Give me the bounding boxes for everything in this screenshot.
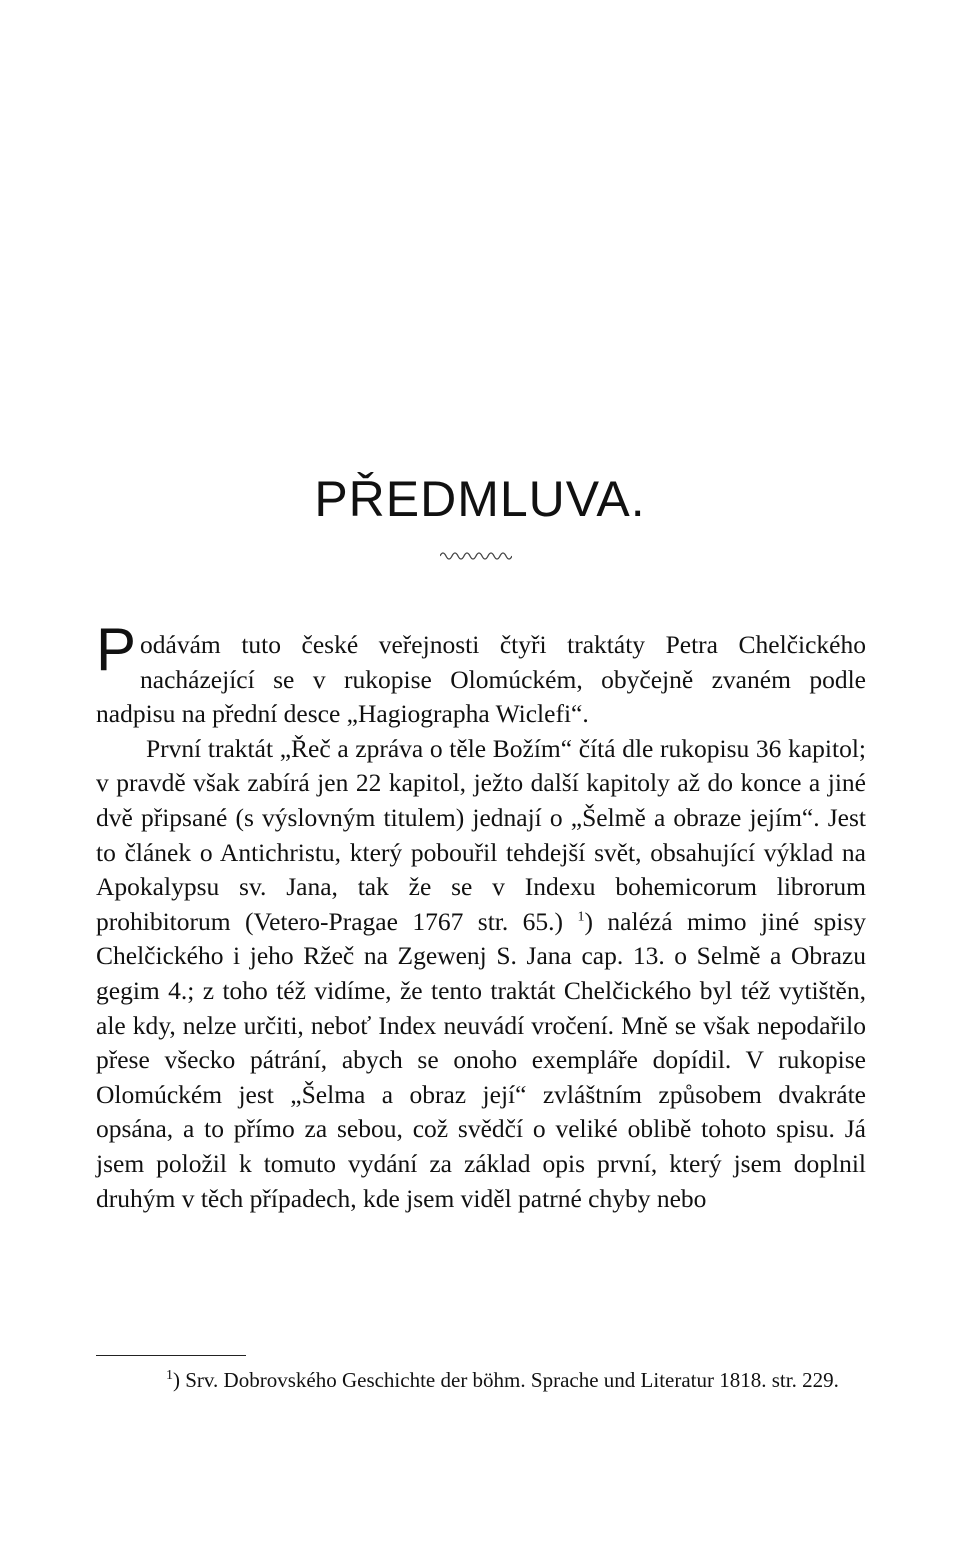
paragraph-2: [96, 732, 866, 1216]
paragraph-1: [96, 616, 866, 732]
footnote-divider: [96, 1355, 246, 1356]
footnote-mark: 1: [166, 1368, 173, 1383]
drop-cap: P: [96, 616, 137, 683]
wavy-ornament-icon: [440, 548, 512, 560]
paragraph-1-text: odávám tuto české veřejnosti čtyři traktáty Petra Chelčického nacházející se v rukopise Olomúckém, obyčejně zvaném podle nadpisu na přední desce „Hagiographa Wiclefi“.: [96, 630, 866, 729]
paragraph-2-text-start: První traktát „Řeč a zpráva o těle Božím“ čítá dle rukopisu 36 kapitol; v pravdě však zabírá jen 22 kapitol, ježto další kapitoly až do konce a jiné dvě připsané (s výslovným titulem) jednají o „Šelmě a obraze jejím“. Jest to článek o Antichristu, který pobouřil tehdejší svět, obsahující výklad na Apokalypsu sv. Jana, tak že se v Indexu bohemicorum librorum prohibitorum (Vetero-Pragae 1767 str. 65.): [96, 733, 866, 936]
footnote-reference: 1: [577, 909, 585, 925]
preface-text: [96, 616, 867, 1216]
page-title: PŘEDMLUVA.: [314, 471, 646, 527]
footnote: [96, 1364, 866, 1396]
footnote-text: ) Srv. Dobrovského Geschichte der böhm. Sprache und Literatur 1818. str. 229.: [173, 1368, 839, 1392]
paragraph-2-text-end: ) nalézá mimo jiné spisy Chelčického i jeho Ržeč na Zgewenj S. Jana cap. 13. o Selmě a Obrazu gegim 4.; z toho též vidíme, že tento traktát Chelčického byl též vytištěn, ale kdy, nelze určiti, neboť Index neuvádí vročení. Mně se však nepodařilo přese všecko pátrání, abych se onoho exempláře dopídil. V rukopise Olomúckém jest „Šelma a obraz její“ zvláštním způsobem dvakráte opsána, a to přímo za sebou, což svědčí o veliké oblibě tohoto spisu. Já jsem položil k tomuto vydání za základ opis první, který jsem doplnil druhým v těch případech, kde jsem viděl patrné chyby nebo: [96, 906, 867, 1213]
